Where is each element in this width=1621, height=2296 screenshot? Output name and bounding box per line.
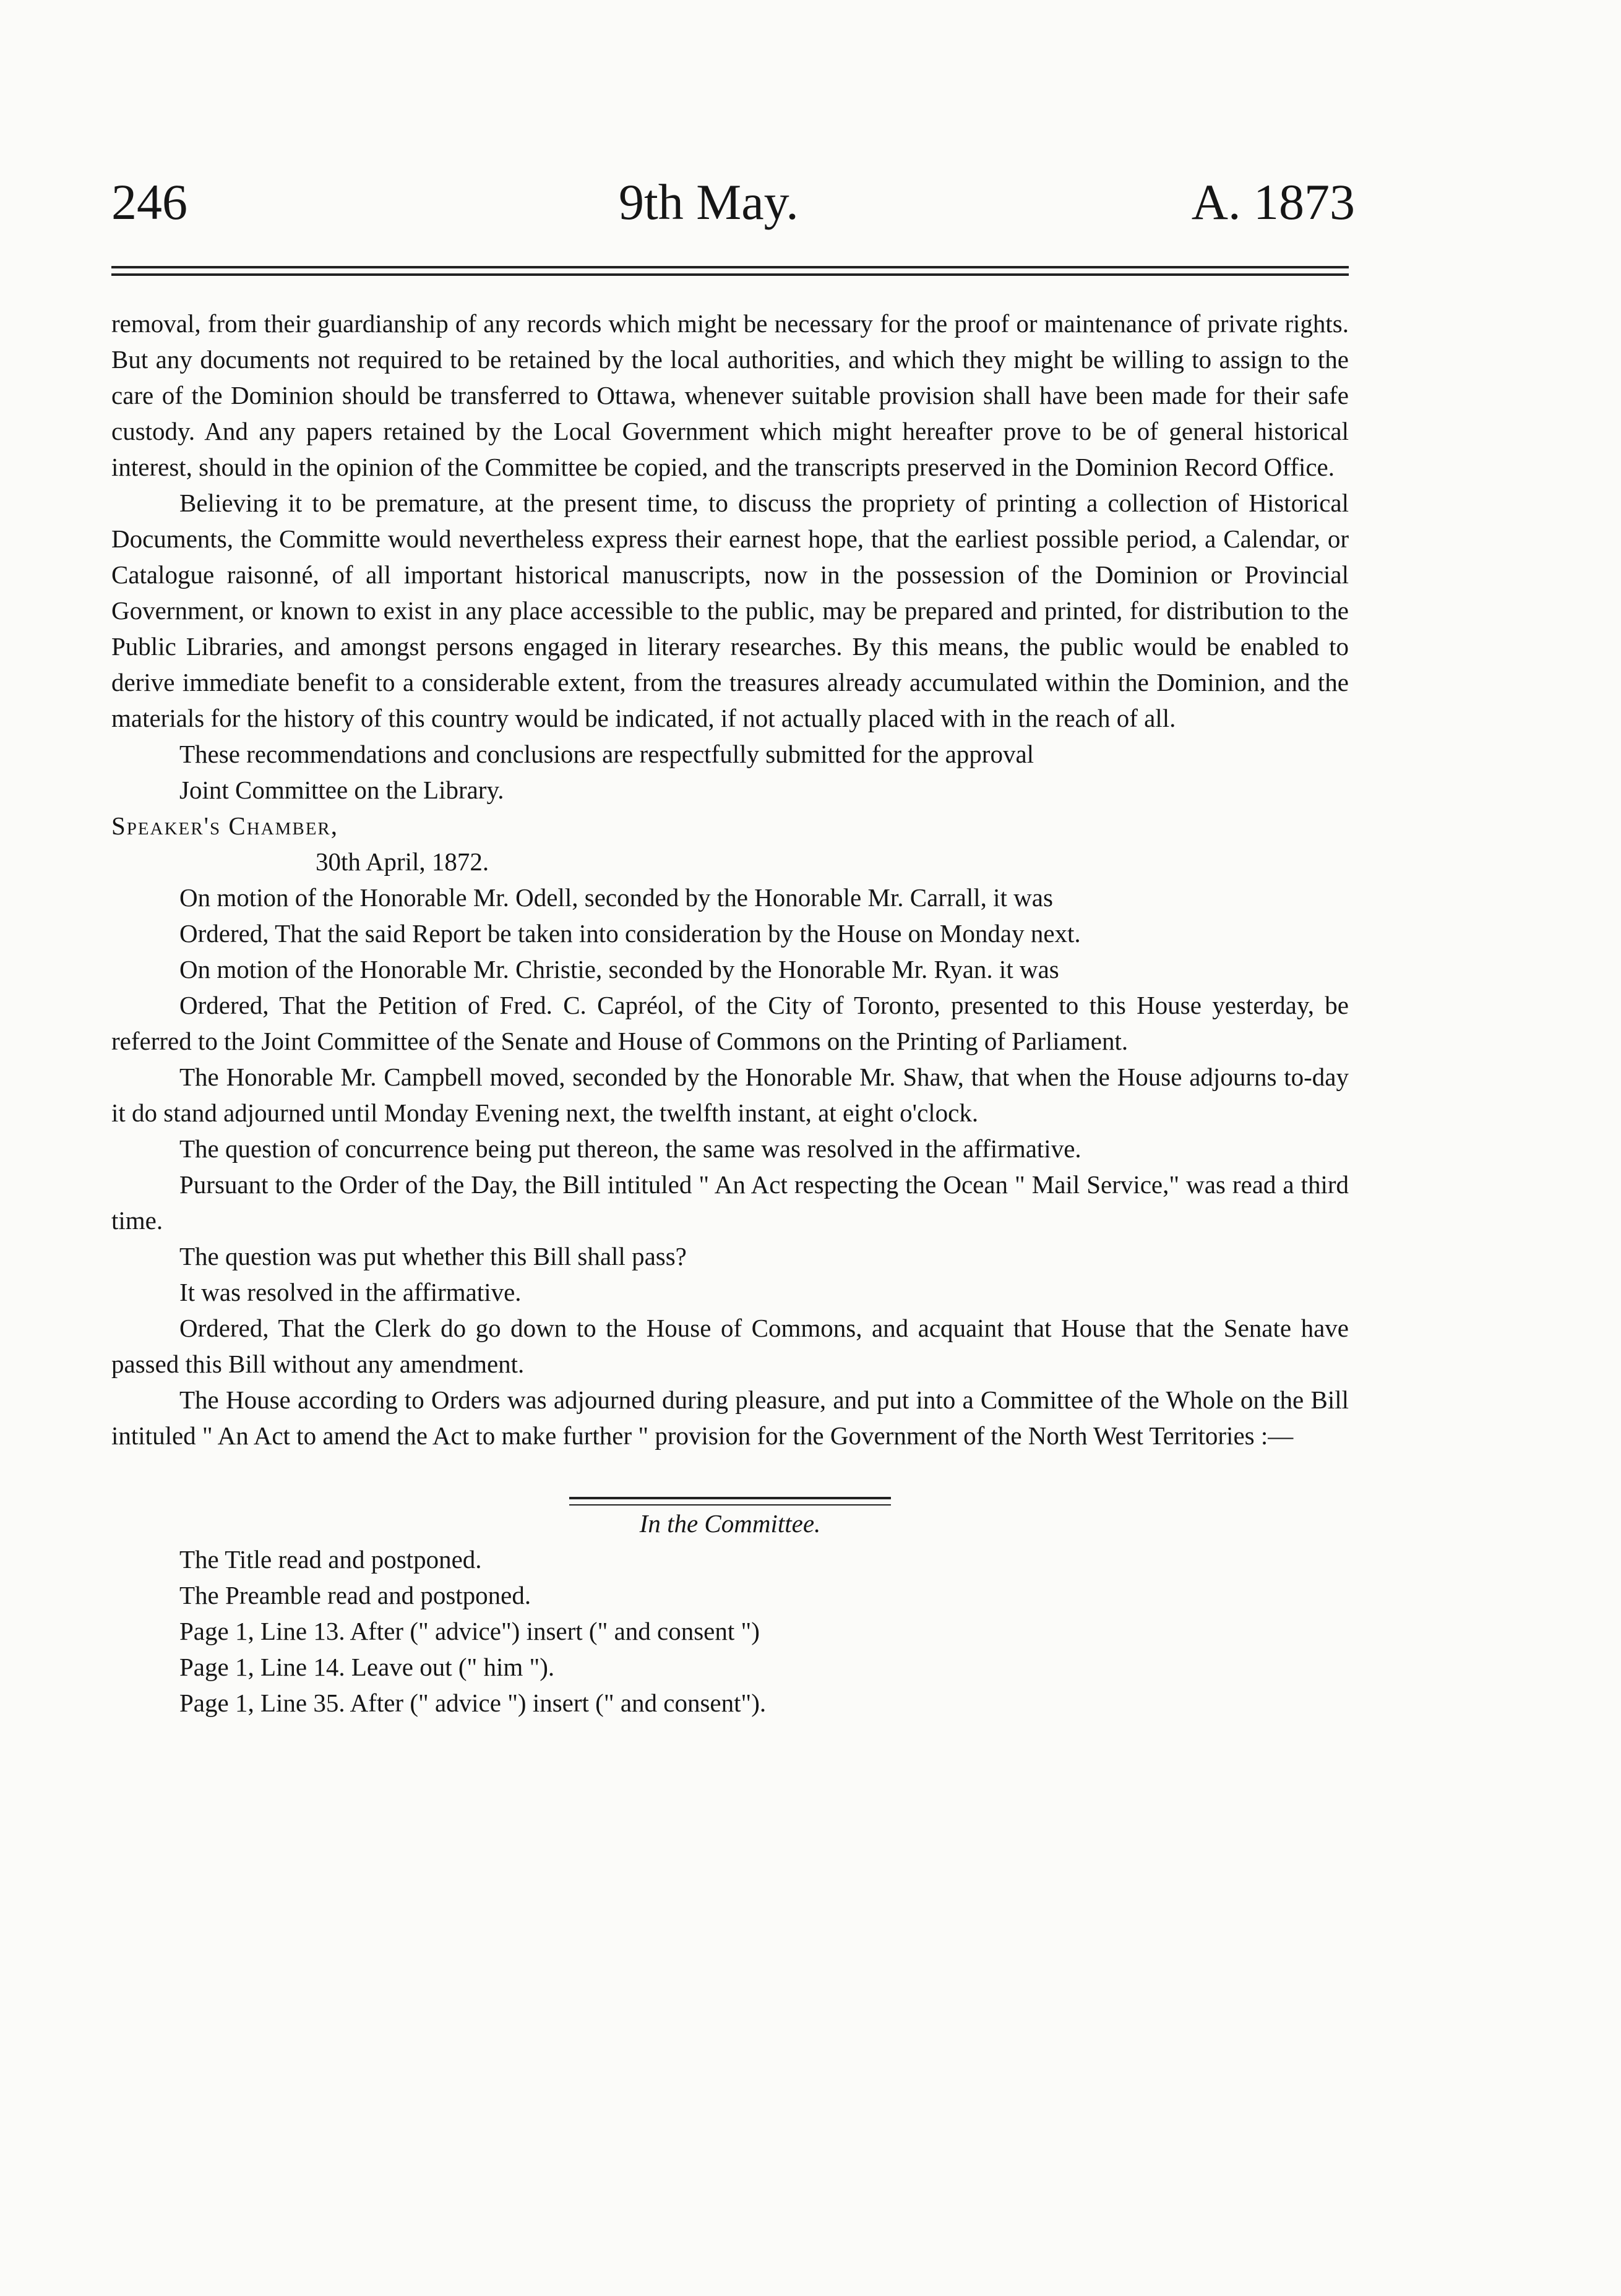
header-rule — [111, 266, 1349, 276]
committee-item: Page 1, Line 35. After (" advice ") insert (" and consent"). — [179, 1689, 767, 1717]
paragraph: The House according to Orders was adjourned during pleasure, and put into a Committee of the Whole on the Bill intituled " An Act to amend the Act to make further " provision for the Government of the North West Territories :— — [111, 1386, 1349, 1450]
paragraph: Ordered, That the Petition of Fred. C. Capréol, of the City of Toronto, presented to this House yesterday, be referred to the Joint Committee of the Senate and House of Commons on the Printing of Parliament. — [111, 991, 1349, 1055]
committee-item: Page 1, Line 14. Leave out (" him "). — [179, 1653, 555, 1681]
committee-items — [111, 1541, 1349, 1721]
paragraph: On motion of the Honorable Mr. Odell, seconded by the Honorable Mr. Carrall, it was — [179, 883, 1053, 912]
signature-place: Speaker's Chamber, — [111, 812, 339, 840]
paragraph: The question of concurrence being put thereon, the same was resolved in the affirmative. — [179, 1134, 1081, 1163]
paragraph: The question was put whether this Bill shall pass? — [179, 1242, 687, 1270]
section-divider — [569, 1497, 891, 1499]
paragraph: The Honorable Mr. Campbell moved, seconded by the Honorable Mr. Shaw, that when the House adjourns to-day it do stand adjourned until Monday Evening next, the twelfth instant, at eight o'clock. — [111, 1063, 1349, 1127]
paragraph: removal, from their guardianship of any records which might be necessary for the proof or maintenance of private rights. But any documents not required to be retained by the local authorities, and which they might be willing to assign to the care of the Dominion should be transferred to Ottawa, whenever suitable provision shall have been made for their safe custody. And any papers retained by the Local Government which might hereafter prove to be of general historical interest, should in the opinion of the Committee be copied, and the transcripts preserved in the Dominion Record Office. — [111, 309, 1349, 481]
journal-page — [111, 148, 1355, 1721]
page-year: A. 1873 — [1191, 174, 1355, 230]
committee-heading: In the Committee. — [639, 1509, 821, 1538]
paragraph: Pursuant to the Order of the Day, the Bill intituled " An Act respecting the Ocean " Mail Service," was read a third time. — [111, 1170, 1349, 1235]
body-text — [111, 306, 1349, 1721]
page-date: 9th May. — [619, 174, 799, 230]
paragraph: These recommendations and conclusions are respectfully submitted for the approval — [179, 740, 1034, 768]
paragraph: On motion of the Honorable Mr. Christie, seconded by the Honorable Mr. Ryan. it was — [179, 955, 1059, 983]
page-header — [111, 148, 1355, 235]
paragraph: Joint Committee on the Library. — [179, 776, 504, 804]
signature-date: 30th April, 1872. — [316, 847, 489, 876]
paragraph: Ordered, That the Clerk do go down to the House of Commons, and acquaint that House that the Senate have passed this Bill without any amendment. — [111, 1314, 1349, 1378]
paragraph: It was resolved in the affirmative. — [179, 1278, 522, 1306]
page-number: 246 — [111, 174, 187, 230]
committee-item: The Preamble read and postponed. — [179, 1581, 531, 1609]
paragraph: Ordered, That the said Report be taken into consideration by the House on Monday next. — [179, 919, 1081, 948]
committee-item: The Title read and postponed. — [179, 1545, 482, 1574]
committee-item: Page 1, Line 13. After (" advice") insert (" and consent ") — [179, 1617, 760, 1645]
paragraph: Believing it to be premature, at the present time, to discuss the propriety of printing a collection of Historical Documents, the Committe would nevertheless express their earnest hope, that the earliest possible period, a Calendar, or Catalogue raisonné, of all important historical manuscripts, now in the possession of the Dominion or Provincial Government, or known to exist in any place accessible to the public, may be prepared and printed, for distribution to the Public Libraries, and amongst persons engaged in literary researches. By this means, the public would be enabled to derive immediate benefit to a considerable extent, from the treasures already accumulated within the Dominion, and the materials for the history of this country would be indicated, if not actually placed with in the reach of all. — [111, 489, 1349, 732]
